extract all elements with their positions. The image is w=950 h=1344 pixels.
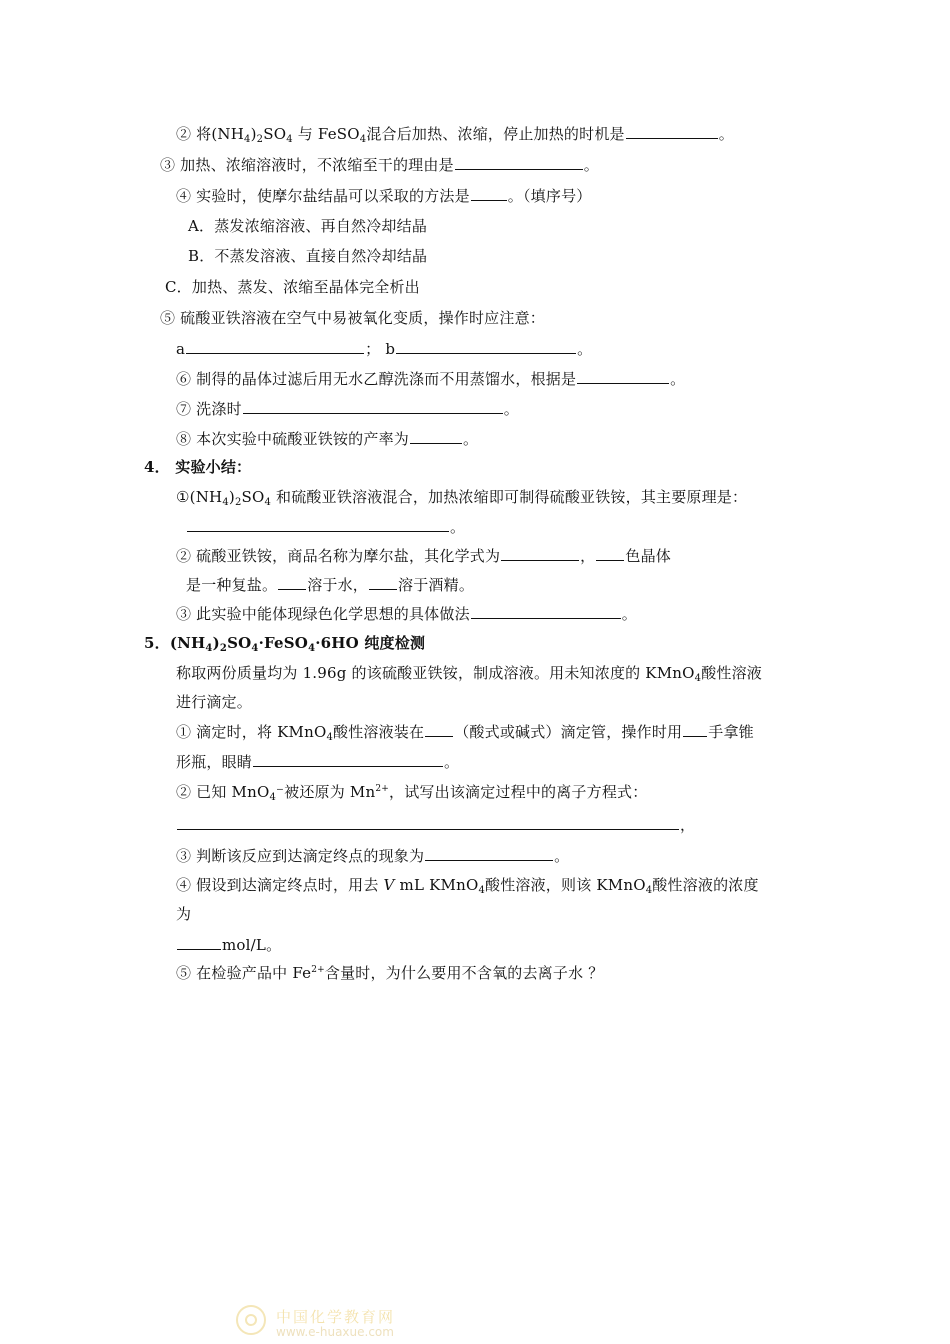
question-6-ethanol-wash: ⑥ 制得的晶体过滤后用无水乙醇洗涤而不用蒸馏水，根据是 。 — [176, 370, 686, 388]
titration-q4-unit: mol/L。 — [176, 934, 281, 955]
answer-blank[interactable] — [278, 574, 306, 590]
titration-q3: ③ 判断该反应到达滴定终点的现象为 。 — [176, 847, 570, 865]
answer-blank[interactable] — [455, 154, 583, 170]
question-3-no-dry: ③ 加热、浓缩溶液时，不浓缩至干的理由是 。 — [160, 156, 599, 174]
titration-q4-cont: 为 — [176, 905, 192, 923]
section-4-heading: 4． 实验小结： — [144, 458, 252, 476]
answer-blank-b[interactable] — [396, 338, 576, 354]
titration-q2-equation: ， — [176, 814, 695, 835]
option-c: C．加热、蒸发、浓缩至晶体完全析出 — [165, 278, 420, 296]
titration-q1-cont: 形瓶，眼睛 。 — [176, 753, 460, 771]
summary-1-blank-line: 。 — [186, 516, 465, 537]
watermark-logo-icon — [236, 1305, 266, 1335]
option-b: B．不蒸发溶液、直接自然冷却结晶 — [188, 247, 428, 265]
answer-blank[interactable] — [177, 934, 221, 950]
summary-2-formula: ② 硫酸亚铁铵，商品名称为摩尔盐，其化学式为 ， 色晶体 — [176, 547, 671, 565]
summary-2-solubility: 是一种复盐。 溶于水， 溶于酒精。 — [186, 576, 475, 594]
watermark-text: 中国化学教育网 — [276, 1308, 396, 1326]
section-5-intro-cont: 进行滴定。 — [176, 693, 253, 711]
answer-blank[interactable] — [425, 721, 453, 737]
question-4-crystallization: ④ 实验时，使摩尔盐结晶可以采取的方法是 。（填序号） — [176, 187, 592, 205]
answer-blank[interactable] — [243, 398, 503, 414]
titration-q1: ① 滴定时，将 KMnO$_4$酸性溶液装在 （酸式或碱式）滴定管，操作时用 手拿锥 — [176, 723, 754, 743]
summary-1-principle: $①(NH_4)_2SO_4$ 和硫酸亚铁溶液混合，加热浓缩即可制得硫酸亚铁铵，其主要原理是： — [176, 488, 748, 508]
answer-blank[interactable] — [577, 368, 669, 384]
titration-q5: ⑤ 在检验产品中 $Fe^{2+}$含量时，为什么要用不含氧的去离子水 ？ — [176, 964, 604, 982]
answer-blank[interactable] — [369, 574, 397, 590]
answer-blank[interactable] — [177, 814, 679, 830]
question-7-washing: ⑦ 洗涤时 。 — [176, 400, 519, 418]
answer-blank[interactable] — [410, 428, 462, 444]
section-5-intro: 称取两份质量均为 1.96g 的该硫酸亚铁铵，制成溶液。用未知浓度的 KMnO$_4$酸性溶液 — [176, 664, 763, 684]
answer-blank-a[interactable] — [186, 338, 364, 354]
answer-blank[interactable] — [683, 721, 707, 737]
question-8-yield: ⑧ 本次实验中硫酸亚铁铵的产率为 。 — [176, 430, 479, 448]
answer-blank[interactable] — [471, 603, 621, 619]
answer-blank[interactable] — [471, 185, 507, 201]
question-5-oxidation: ⑤ 硫酸亚铁溶液在空气中易被氧化变质，操作时应注意： — [160, 309, 545, 327]
titration-q4: ④ 假设到达滴定终点时，用去 V mL KMnO$_4$酸性溶液，则该 KMnO$_4$酸性溶液的浓度 — [176, 876, 759, 896]
answer-blank[interactable] — [187, 516, 449, 532]
question-2-heating-timing: ② 将$(NH_4)_2SO_4$ 与 FeSO$_4$混合后加热、浓缩，停止加热的时机是 。 — [176, 125, 734, 145]
answer-blank[interactable] — [501, 545, 579, 561]
question-5-blanks: a ； b 。 — [176, 340, 593, 358]
answer-blank[interactable] — [596, 545, 624, 561]
answer-blank[interactable] — [253, 751, 443, 767]
section-5-heading: 5．$(NH_4)_2SO_4\cdot FeSO_4\cdot 6HO$ 纯度检测 — [144, 634, 426, 654]
option-a: A．蒸发浓缩溶液、再自然冷却结晶 — [188, 217, 428, 235]
watermark-url: www.e-huaxue.com — [276, 1325, 394, 1339]
summary-3-green-chemistry: ③ 此实验中能体现绿色化学思想的具体做法 。 — [176, 605, 637, 623]
answer-blank[interactable] — [626, 123, 718, 139]
answer-blank[interactable] — [425, 845, 553, 861]
titration-q2: ② 已知 MnO$_4$⁻被还原为 $Mn^{2+}$，试写出该滴定过程中的离子方程式： — [176, 783, 648, 803]
